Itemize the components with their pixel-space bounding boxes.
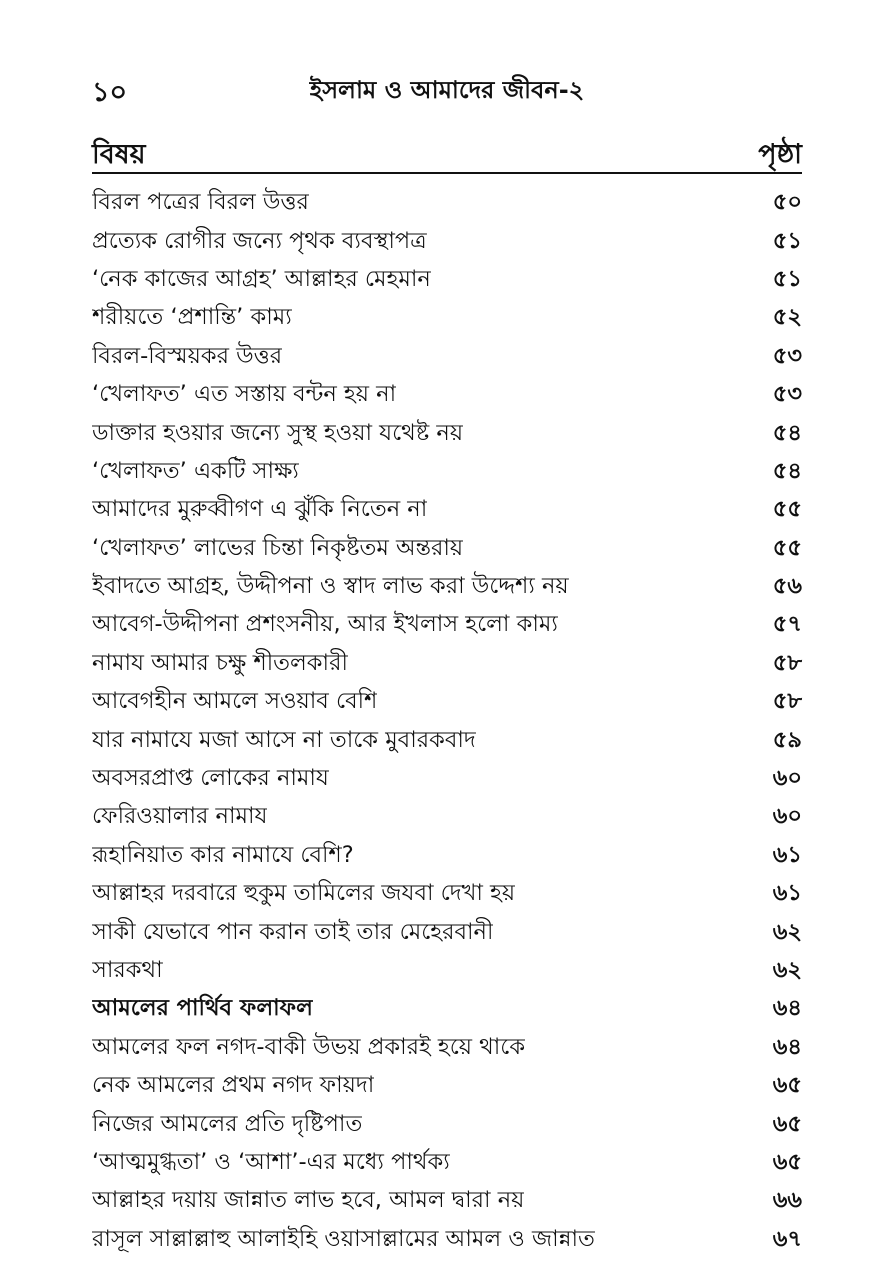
toc-entry-page: ৬৪ <box>772 995 802 1022</box>
toc-entry-title: সারকথা <box>92 957 163 983</box>
toc-entry-page: ৫১ <box>772 265 802 292</box>
toc-entry-title: ইবাদতে আগ্রহ, উদ্দীপনা ও স্বাদ লাভ করা উদ্দেশ্য নয় <box>92 573 569 600</box>
toc-entry-page: ৬১ <box>772 880 802 907</box>
toc-entry-page: ৫৫ <box>772 496 802 523</box>
toc-entry <box>92 913 802 951</box>
toc-entry-page: ৫৩ <box>772 342 802 369</box>
toc-entry-page: ৫১ <box>772 227 802 254</box>
toc-entry-page: ৫২ <box>772 304 802 331</box>
toc-entry-title: শরীয়তে ‘প্রশান্তি’ কাম্য <box>92 304 292 331</box>
toc-entry <box>92 1029 802 1067</box>
toc-entry-title: রাসূল সাল্লাল্লাহু আলাইহি ওয়াসাল্লামের আমল ও জান্নাত <box>92 1225 595 1252</box>
toc-entry-title: ‘নেক কাজের আগ্রহ’ আল্লাহর মেহমান <box>92 265 431 292</box>
toc-entry <box>92 1221 802 1259</box>
toc-entry-title: রূহানিয়াত কার নামাযে বেশি? <box>92 841 354 868</box>
toc-entry-page: ৬২ <box>772 918 802 945</box>
toc-entry-page: ৬৫ <box>772 1148 802 1175</box>
toc-entry-page: ৬০ <box>772 803 802 830</box>
toc-entry <box>92 721 802 759</box>
toc-entry-page: ৬২ <box>772 957 802 983</box>
toc-entry <box>92 798 802 836</box>
toc-entry <box>92 453 802 491</box>
toc-entry-page: ৫৯ <box>772 726 802 753</box>
toc-entry-title: আমলের ফল নগদ-বাকী উভয় প্রকারই হয়ে থাকে <box>92 1033 526 1060</box>
toc-entry-page: ৬৫ <box>772 1110 802 1137</box>
toc-entry-page: ৬৭ <box>772 1225 802 1252</box>
toc-entry <box>92 1067 802 1105</box>
toc-entry-title: আমলের পার্থিব ফলাফল <box>92 995 313 1022</box>
toc-entry-page: ৫৮ <box>772 688 802 715</box>
toc-entry-title: আবেগ-উদ্দীপনা প্রশংসনীয়, আর ইখলাস হলো কাম্য <box>92 611 558 638</box>
toc-entry <box>92 568 802 606</box>
toc-entry-title: ফেরিওয়ালার নামায <box>92 803 268 830</box>
toc-entry-title: বিরল-বিস্ময়কর উত্তর <box>92 342 283 369</box>
toc-entry-page: ৫০ <box>772 189 802 216</box>
toc-entry-page: ৫৫ <box>772 534 802 561</box>
toc-entry-title: ‘আত্মমুগ্ধতা’ ও ‘আশা’-এর মধ্যে পার্থক্য <box>92 1148 450 1175</box>
toc-entry <box>92 952 802 990</box>
toc-entry-page: ৫৩ <box>772 381 802 408</box>
toc-entry-title: ডাক্তার হওয়ার জন্যে সুস্থ হওয়া যথেষ্ট নয় <box>92 419 464 446</box>
subject-column-label: বিষয় <box>92 139 146 170</box>
page-number: ১০ <box>92 77 128 108</box>
toc-entry-title: নেক আমলের প্রথম নগদ ফায়দা <box>92 1072 375 1099</box>
toc-entry-title: সাকী যেভাবে পান করান তাই তার মেহেরবানী <box>92 918 494 945</box>
toc-entry-page: ৬৪ <box>772 1033 802 1060</box>
toc-entry <box>92 299 802 337</box>
toc-entry <box>92 760 802 798</box>
toc-entry <box>92 606 802 644</box>
toc-entry-page: ৫৪ <box>772 457 802 484</box>
toc-entry <box>92 222 802 260</box>
toc-entry-title: আল্লাহর দয়ায় জান্নাত লাভ হবে, আমল দ্বারা নয় <box>92 1187 525 1214</box>
toc-entry-title: নিজের আমলের প্রতি দৃষ্টিপাত <box>92 1110 363 1137</box>
toc-entry <box>92 875 802 913</box>
page-header <box>92 70 802 110</box>
toc-entry-page: ৬৬ <box>772 1187 802 1214</box>
toc-entry-title: ‘খেলাফত’ লাভের চিন্তা নিকৃষ্টতম অন্তরায় <box>92 534 464 561</box>
toc-entry <box>92 645 802 683</box>
toc-entry <box>92 837 802 875</box>
toc-entry-page: ৫৮ <box>772 649 802 676</box>
toc-entry-page: ৫৭ <box>772 611 802 638</box>
toc-entry-page: ৫৬ <box>772 573 802 600</box>
toc-entry <box>92 184 802 222</box>
toc-entry <box>92 1105 802 1143</box>
toc-entry <box>92 1182 802 1220</box>
toc-entry-page: ৬০ <box>772 765 802 792</box>
toc-entry <box>92 683 802 721</box>
toc-entry <box>92 1144 802 1182</box>
toc-entry-title: অবসরপ্রাপ্ত লোকের নামায <box>92 765 329 792</box>
toc-entry-page: ৬৫ <box>772 1072 802 1099</box>
running-title: ইসলাম ও আমাদের জীবন-২ <box>309 76 585 104</box>
toc-entry <box>92 530 802 568</box>
toc-entry-title: আল্লাহর দরবারে হুকুম তামিলের জযবা দেখা হয় <box>92 880 516 907</box>
table-of-contents <box>92 184 802 1259</box>
toc-entry-title: নামায আমার চক্ষু শীতলকারী <box>92 649 348 676</box>
toc-entry <box>92 261 802 299</box>
toc-entry-title: ‘খেলাফত’ একটি সাক্ষ্য <box>92 457 299 484</box>
page-column-label: পৃষ্ঠা <box>758 139 802 170</box>
toc-entry <box>92 990 802 1028</box>
toc-entry-page: ৬১ <box>772 841 802 868</box>
toc-entry-title: যার নামাযে মজা আসে না তাকে মুবারকবাদ <box>92 726 476 753</box>
toc-entry <box>92 414 802 452</box>
toc-column-header <box>92 128 802 174</box>
toc-entry-title: ‘খেলাফত’ এত সস্তায় বন্টন হয় না <box>92 381 397 408</box>
toc-entry <box>92 338 802 376</box>
toc-entry-title: প্রত্যেক রোগীর জন্যে পৃথক ব্যবস্থাপত্র <box>92 227 427 254</box>
toc-entry-title: আবেগহীন আমলে সওয়াব বেশি <box>92 688 378 715</box>
toc-entry <box>92 491 802 529</box>
toc-entry-page: ৫৪ <box>772 419 802 446</box>
toc-entry <box>92 376 802 414</box>
toc-entry-title: আমাদের মুরুব্বীগণ এ ঝুঁকি নিতেন না <box>92 496 428 523</box>
toc-entry-title: বিরল পত্রের বিরল উত্তর <box>92 189 309 216</box>
